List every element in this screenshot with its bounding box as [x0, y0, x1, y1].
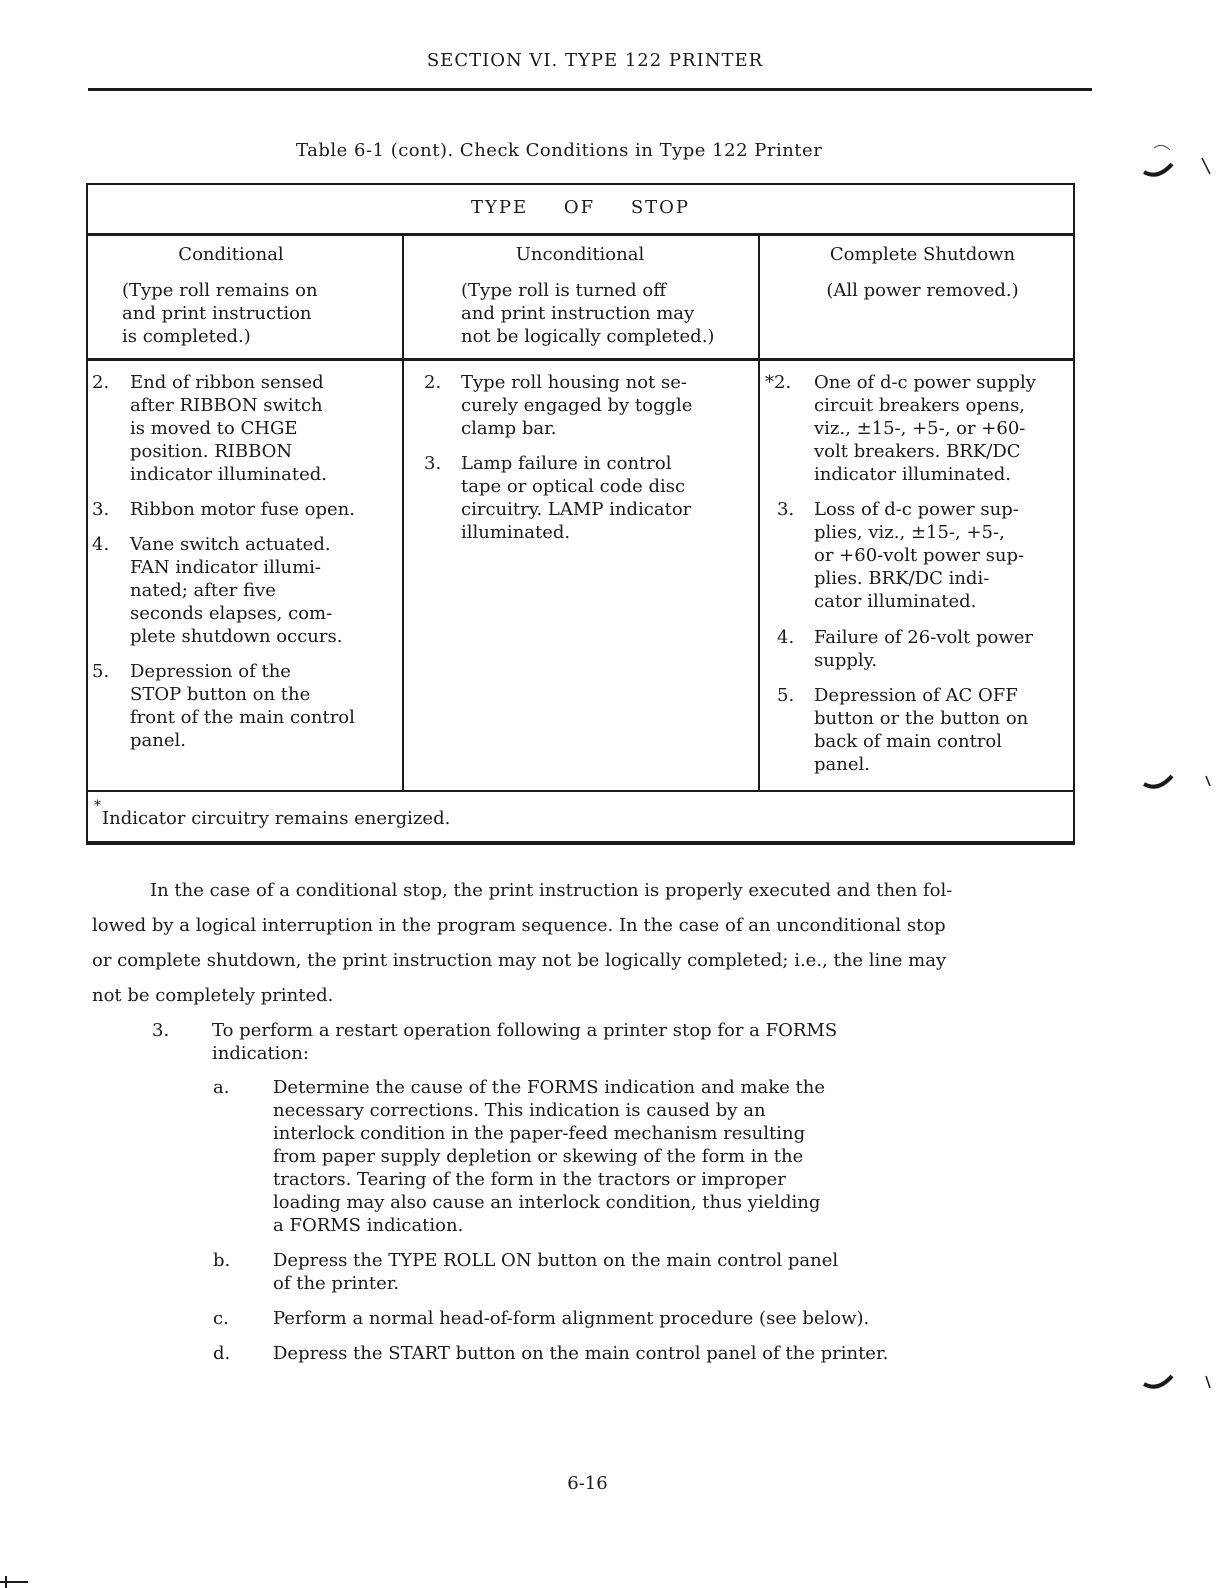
substep-letter: c.: [213, 1308, 229, 1329]
table-caption: Table 6-1 (cont). Check Conditions in Type 122 Printer: [296, 140, 823, 161]
substep-letter: a.: [213, 1077, 230, 1098]
item-number: 5.: [777, 685, 795, 706]
item-line: viz., ±15-, +5-, or +60-: [814, 418, 1026, 439]
item-number: 2.: [424, 372, 442, 393]
step-line: indication:: [212, 1043, 309, 1064]
substep-text: [273, 1307, 869, 1330]
item-line: Vane switch actuated.: [130, 534, 331, 555]
paragraph-line: In the case of a conditional stop, the print instruction is properly executed and then fol-: [150, 880, 953, 901]
substep-line: Depress the START button on the main control panel of the printer.: [273, 1343, 889, 1364]
item-line: front of the main control: [130, 707, 355, 728]
col-subtitle-conditional: [122, 279, 318, 348]
item-number: 3.: [424, 453, 442, 474]
type-of-stop-word: STOP: [630, 197, 691, 218]
item-line: clamp bar.: [461, 418, 557, 439]
item-text: [814, 626, 1076, 672]
item-text: [814, 371, 1076, 486]
page-number: 6-16: [567, 1473, 608, 1494]
col-title-unconditional: Unconditional: [515, 244, 645, 265]
table-rule-head: [88, 358, 1073, 361]
item-text: [461, 452, 761, 544]
binder-hole-mark-icon: [1140, 138, 1220, 188]
item-line: cator illuminated.: [814, 591, 977, 612]
table-col-divider-1: [402, 234, 404, 791]
item-line: or +60-volt power sup-: [814, 545, 1025, 566]
table-rule-top: [88, 233, 1073, 236]
item-line: Ribbon motor fuse open.: [130, 499, 355, 520]
substep-line: Perform a normal head-of-form alignment procedure (see below).: [273, 1308, 870, 1329]
body-paragraph: [92, 873, 1072, 1013]
item-line: Lamp failure in control: [461, 453, 672, 474]
col-subtitle-complete-shutdown: [760, 279, 1085, 302]
item-number: 4.: [777, 627, 795, 648]
item-text: [814, 684, 1076, 776]
substep-line: necessary corrections. This indication is caused by an: [273, 1100, 766, 1121]
col-title-conditional: Conditional: [178, 244, 284, 265]
step-number: 3.: [152, 1020, 170, 1041]
item-line: panel.: [130, 730, 186, 751]
corner-mark-icon: [0, 1570, 30, 1588]
section-header: SECTION VI. TYPE 122 PRINTER: [426, 50, 764, 71]
footnote-mark: *: [94, 798, 101, 814]
item-text: [130, 660, 400, 752]
substep-line: from paper supply depletion or skewing of the form in the: [273, 1146, 804, 1167]
subtitle-line: (Type roll remains on: [122, 280, 318, 301]
item-line: curely engaged by toggle: [461, 395, 693, 416]
item-number: 5.: [92, 661, 110, 682]
item-line: supply.: [814, 650, 878, 671]
item-number: 3.: [777, 499, 795, 520]
type-of-stop-heading: [86, 197, 1075, 218]
type-of-stop-word: OF: [563, 197, 596, 218]
item-number: 4.: [92, 534, 110, 555]
paragraph-line: lowed by a logical interruption in the program sequence. In the case of an unconditional stop: [92, 915, 946, 936]
item-line: seconds elapses, com-: [130, 603, 333, 624]
table-rule-foot: [88, 790, 1073, 792]
substep-letter: d.: [213, 1343, 231, 1364]
substep-line: interlock condition in the paper-feed mechanism resulting: [273, 1123, 806, 1144]
item-number: 3.: [92, 499, 110, 520]
item-line: illuminated.: [461, 522, 571, 543]
item-line: tape or optical code disc: [461, 476, 686, 497]
substep-line: loading may also cause an interlock condition, thus yielding: [273, 1192, 821, 1213]
subtitle-line: not be logically completed.): [461, 326, 715, 347]
binder-hole-mark-icon: [1140, 764, 1220, 804]
item-line: nated; after five: [130, 580, 276, 601]
substep-line: a FORMS indication.: [273, 1215, 464, 1236]
col-title-complete-shutdown: Complete Shutdown: [829, 244, 1016, 265]
item-text: [130, 498, 400, 521]
subtitle-line: and print instruction: [122, 303, 312, 324]
table-footnote: [94, 798, 451, 829]
subtitle-line: (All power removed.): [826, 280, 1019, 301]
item-line: indicator illuminated.: [130, 464, 327, 485]
substep-line: tractors. Tearing of the form in the tractors or improper: [273, 1169, 786, 1190]
subtitle-line: is completed.): [122, 326, 251, 347]
item-line: STOP button on the: [130, 684, 311, 705]
item-line: volt breakers. BRK/DC: [814, 441, 1021, 462]
paragraph-line: not be completely printed.: [92, 985, 334, 1006]
item-line: after RIBBON switch: [130, 395, 323, 416]
item-line: Type roll housing not se-: [461, 372, 687, 393]
type-of-stop-word: TYPE: [470, 197, 529, 218]
item-line: circuitry. LAMP indicator: [461, 499, 692, 520]
item-line: FAN indicator illumi-: [130, 557, 322, 578]
item-line: panel.: [814, 754, 870, 775]
item-number: *2.: [765, 372, 792, 393]
item-number: 2.: [92, 372, 110, 393]
item-text: [461, 371, 761, 440]
item-line: Depression of AC OFF: [814, 685, 1018, 706]
subtitle-line: (Type roll is turned off: [461, 280, 667, 301]
item-line: plete shutdown occurs.: [130, 626, 343, 647]
item-text: [130, 371, 400, 486]
item-line: Failure of 26-volt power: [814, 627, 1034, 648]
item-line: back of main control: [814, 731, 1002, 752]
item-line: is moved to CHGE: [130, 418, 298, 439]
substep-line: Depress the TYPE ROLL ON button on the main control panel: [273, 1250, 839, 1271]
substep-text: [273, 1342, 888, 1365]
item-line: plies. BRK/DC indi-: [814, 568, 990, 589]
header-rule: [88, 88, 1092, 91]
item-line: One of d-c power supply: [814, 372, 1036, 393]
item-line: End of ribbon sensed: [130, 372, 324, 393]
substep-text: [273, 1076, 825, 1237]
substep-line: Determine the cause of the FORMS indication and make the: [273, 1077, 825, 1098]
item-line: Loss of d-c power sup-: [814, 499, 1019, 520]
item-line: Depression of the: [130, 661, 291, 682]
item-line: position. RIBBON: [130, 441, 293, 462]
step-text: [212, 1019, 837, 1065]
substep-letter: b.: [213, 1250, 231, 1271]
footnote-text: Indicator circuitry remains energized.: [102, 808, 451, 829]
substep-line: of the printer.: [273, 1273, 400, 1294]
item-text: [814, 498, 1076, 613]
subtitle-line: and print instruction may: [461, 303, 695, 324]
paragraph-line: or complete shutdown, the print instruction may not be logically completed; i.e., the line may: [92, 950, 947, 971]
item-line: circuit breakers opens,: [814, 395, 1026, 416]
item-line: indicator illuminated.: [814, 464, 1011, 485]
col-subtitle-unconditional: [461, 279, 714, 348]
binder-hole-mark-icon: [1140, 1362, 1220, 1402]
item-text: [130, 533, 400, 648]
step-line: To perform a restart operation following a printer stop for a FORMS: [212, 1020, 838, 1041]
substep-text: [273, 1249, 838, 1295]
item-line: button or the button on: [814, 708, 1029, 729]
item-line: plies, viz., ±15-, +5-,: [814, 522, 1005, 543]
